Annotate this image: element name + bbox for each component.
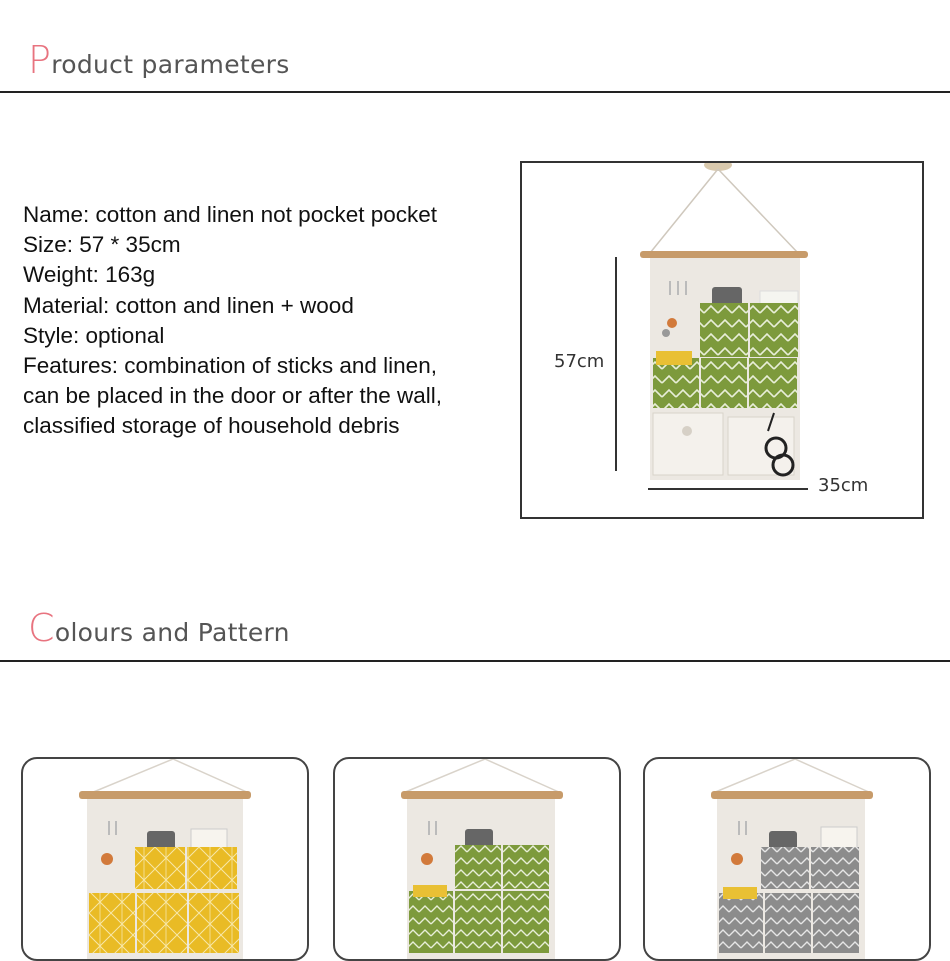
green-variant-card: [333, 757, 621, 961]
green-organizer-image: [335, 759, 619, 959]
yellow-organizer-image: [23, 759, 307, 959]
spec-list: [23, 200, 442, 442]
width-label: 35cm: [818, 475, 869, 496]
hanging-organizer-illustration: [522, 163, 922, 517]
grey-variant-card: [643, 757, 931, 961]
product-dimension-photo: [520, 161, 924, 519]
product-parameters-heading: [28, 38, 290, 82]
heading-text: olours and Pattern: [54, 618, 290, 647]
height-label: 57cm: [554, 351, 605, 372]
grey-organizer-image: [645, 759, 929, 959]
spec-material: Material: cotton and linen + wood: [23, 292, 354, 318]
spec-features-line2: can be placed in the door or after the wall,: [23, 383, 443, 409]
spec-features-line3: classified storage of household debris: [23, 413, 400, 439]
spec-style: Style: optional: [23, 322, 165, 348]
heading-text: roduct parameters: [51, 50, 290, 79]
yellow-variant-card: [21, 757, 309, 961]
colours-and-pattern-heading: [28, 606, 290, 650]
spec-weight: Weight: 163g: [23, 262, 156, 288]
heading-initial: C: [28, 606, 55, 650]
spec-name: Name: cotton and linen not pocket pocket: [23, 202, 438, 227]
spec-size: Size: 57 * 35cm: [23, 232, 181, 258]
spec-features: Features: combination of sticks and linen,: [23, 353, 437, 379]
section-divider: [0, 91, 950, 93]
section-divider: [0, 660, 950, 662]
heading-initial: P: [28, 38, 52, 82]
